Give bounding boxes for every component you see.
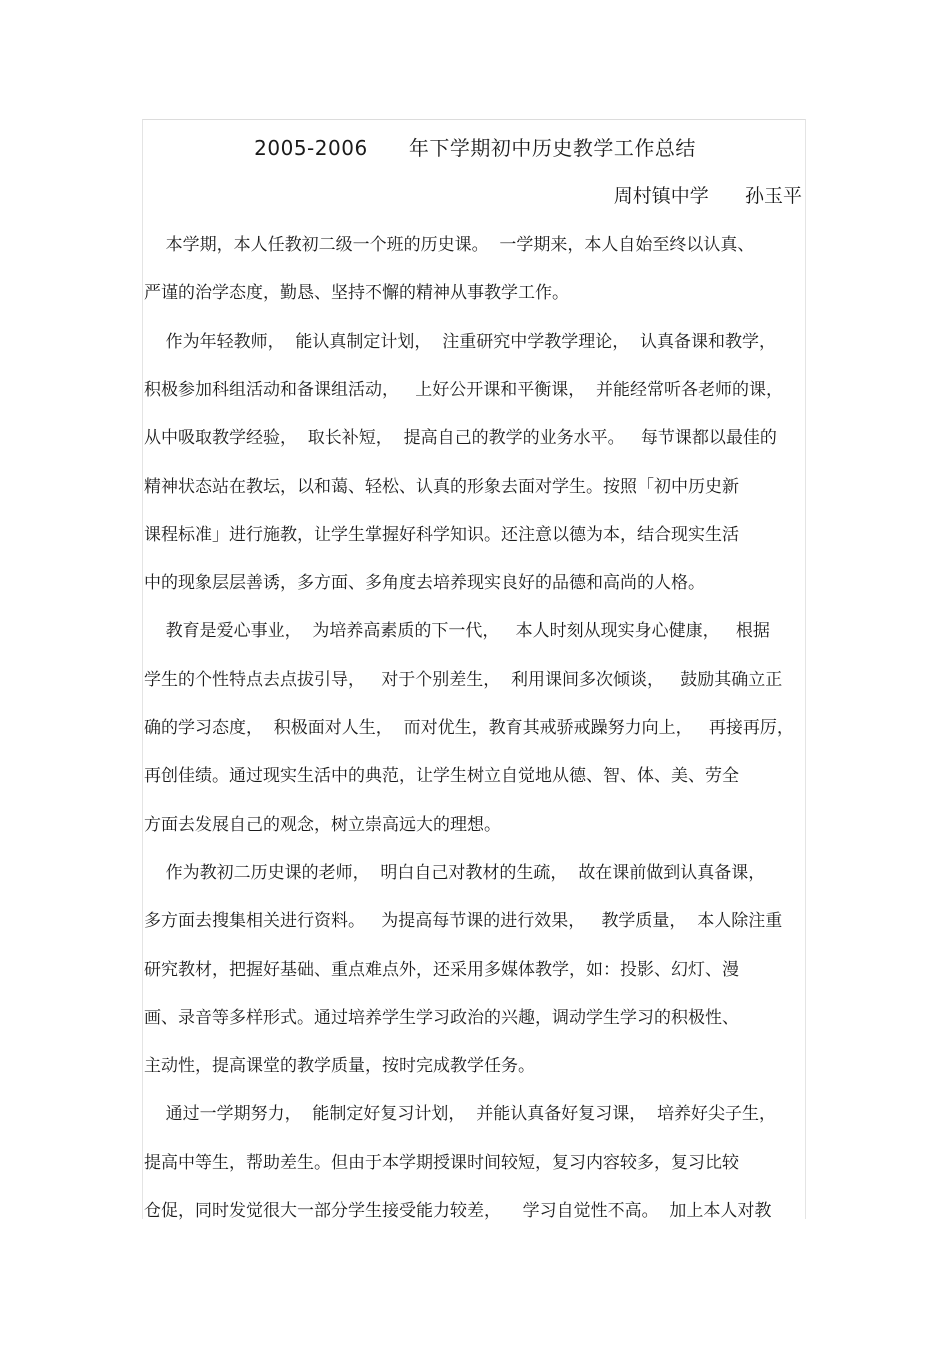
body-text-line: 学生的个性特点去点拔引导， 对于个别差生， 利用课间多次倾谈， 鼓励其确立正 (144, 670, 783, 690)
body-text-line: 画、录音等多样形式。通过培养学生学习政治的兴趣，调动学生学习的积极性、 (144, 1008, 739, 1028)
document-title: 2005-2006 年下学期初中历史教学工作总结 (254, 136, 696, 160)
author-line: 周村镇中学 孙玉平 (613, 185, 802, 207)
body-text-line: 中的现象层层善诱，多方面、多角度去培养现实良好的品德和高尚的人格。 (144, 573, 705, 593)
body-text-line: 精神状态站在教坛，以和蔼、轻松、认真的形象去面对学生。按照「初中历史新 (144, 477, 739, 497)
body-text-line: 通过一学期努力， 能制定好复习计划， 并能认真备好复习课， 培养好尖子生， (144, 1104, 777, 1124)
body-text-line: 作为教初二历史课的老师， 明白自己对教材的生疏， 故在课前做到认真备课， (144, 863, 766, 883)
body-text-line: 教育是爱心事业， 为培养高素质的下一代， 本人时刻从现实身心健康， 根据 (144, 621, 770, 641)
body-text-line: 课程标准」进行施教，让学生掌握好科学知识。还注意以德为本，结合现实生活 (144, 525, 739, 545)
body-text-line: 方面去发展自己的观念，树立崇高远大的理想。 (144, 815, 501, 835)
body-text-line: 作为年轻教师， 能认真制定计划， 注重研究中学教学理论， 认真备课和教学， (144, 332, 777, 352)
body-text-line: 研究教材，把握好基础、重点难点外，还采用多媒体教学，如：投影、幻灯、漫 (144, 960, 739, 980)
body-text-line: 从中吸取教学经验， 取长补短， 提高自己的教学的业务水平。 每节课都以最佳的 (144, 428, 777, 448)
body-text-line: 本学期，本人任教初二级一个班的历史课。 一学期来，本人自始至终以认真、 (144, 235, 755, 255)
body-text-line: 多方面去搜集相关进行资料。 为提高每节课的进行效果， 教学质量， 本人除注重 (144, 911, 783, 931)
body-text-line: 严谨的治学态度，勤恳、坚持不懈的精神从事教学工作。 (144, 283, 569, 303)
body-text-line: 仓促，同时发觉很大一部分学生接受能力较差， 学习自觉性不高。 加上本人对教 (144, 1201, 772, 1221)
body-text-line: 主动性，提高课堂的教学质量，按时完成教学任务。 (144, 1056, 535, 1076)
body-text-line: 再创佳绩。通过现实生活中的典范，让学生树立自觉地从德、智、体、美、劳全 (144, 766, 739, 786)
body-text-line: 积极参加科组活动和备课组活动， 上好公开课和平衡课， 并能经常听各老师的课， (144, 380, 784, 400)
body-text-line: 确的学习态度， 积极面对人生， 而对优生，教育其戒骄戒躁努力向上， 再接再厉， (144, 718, 794, 738)
body-text-line: 提高中等生，帮助差生。但由于本学期授课时间较短，复习内容较多，复习比较 (144, 1153, 739, 1173)
